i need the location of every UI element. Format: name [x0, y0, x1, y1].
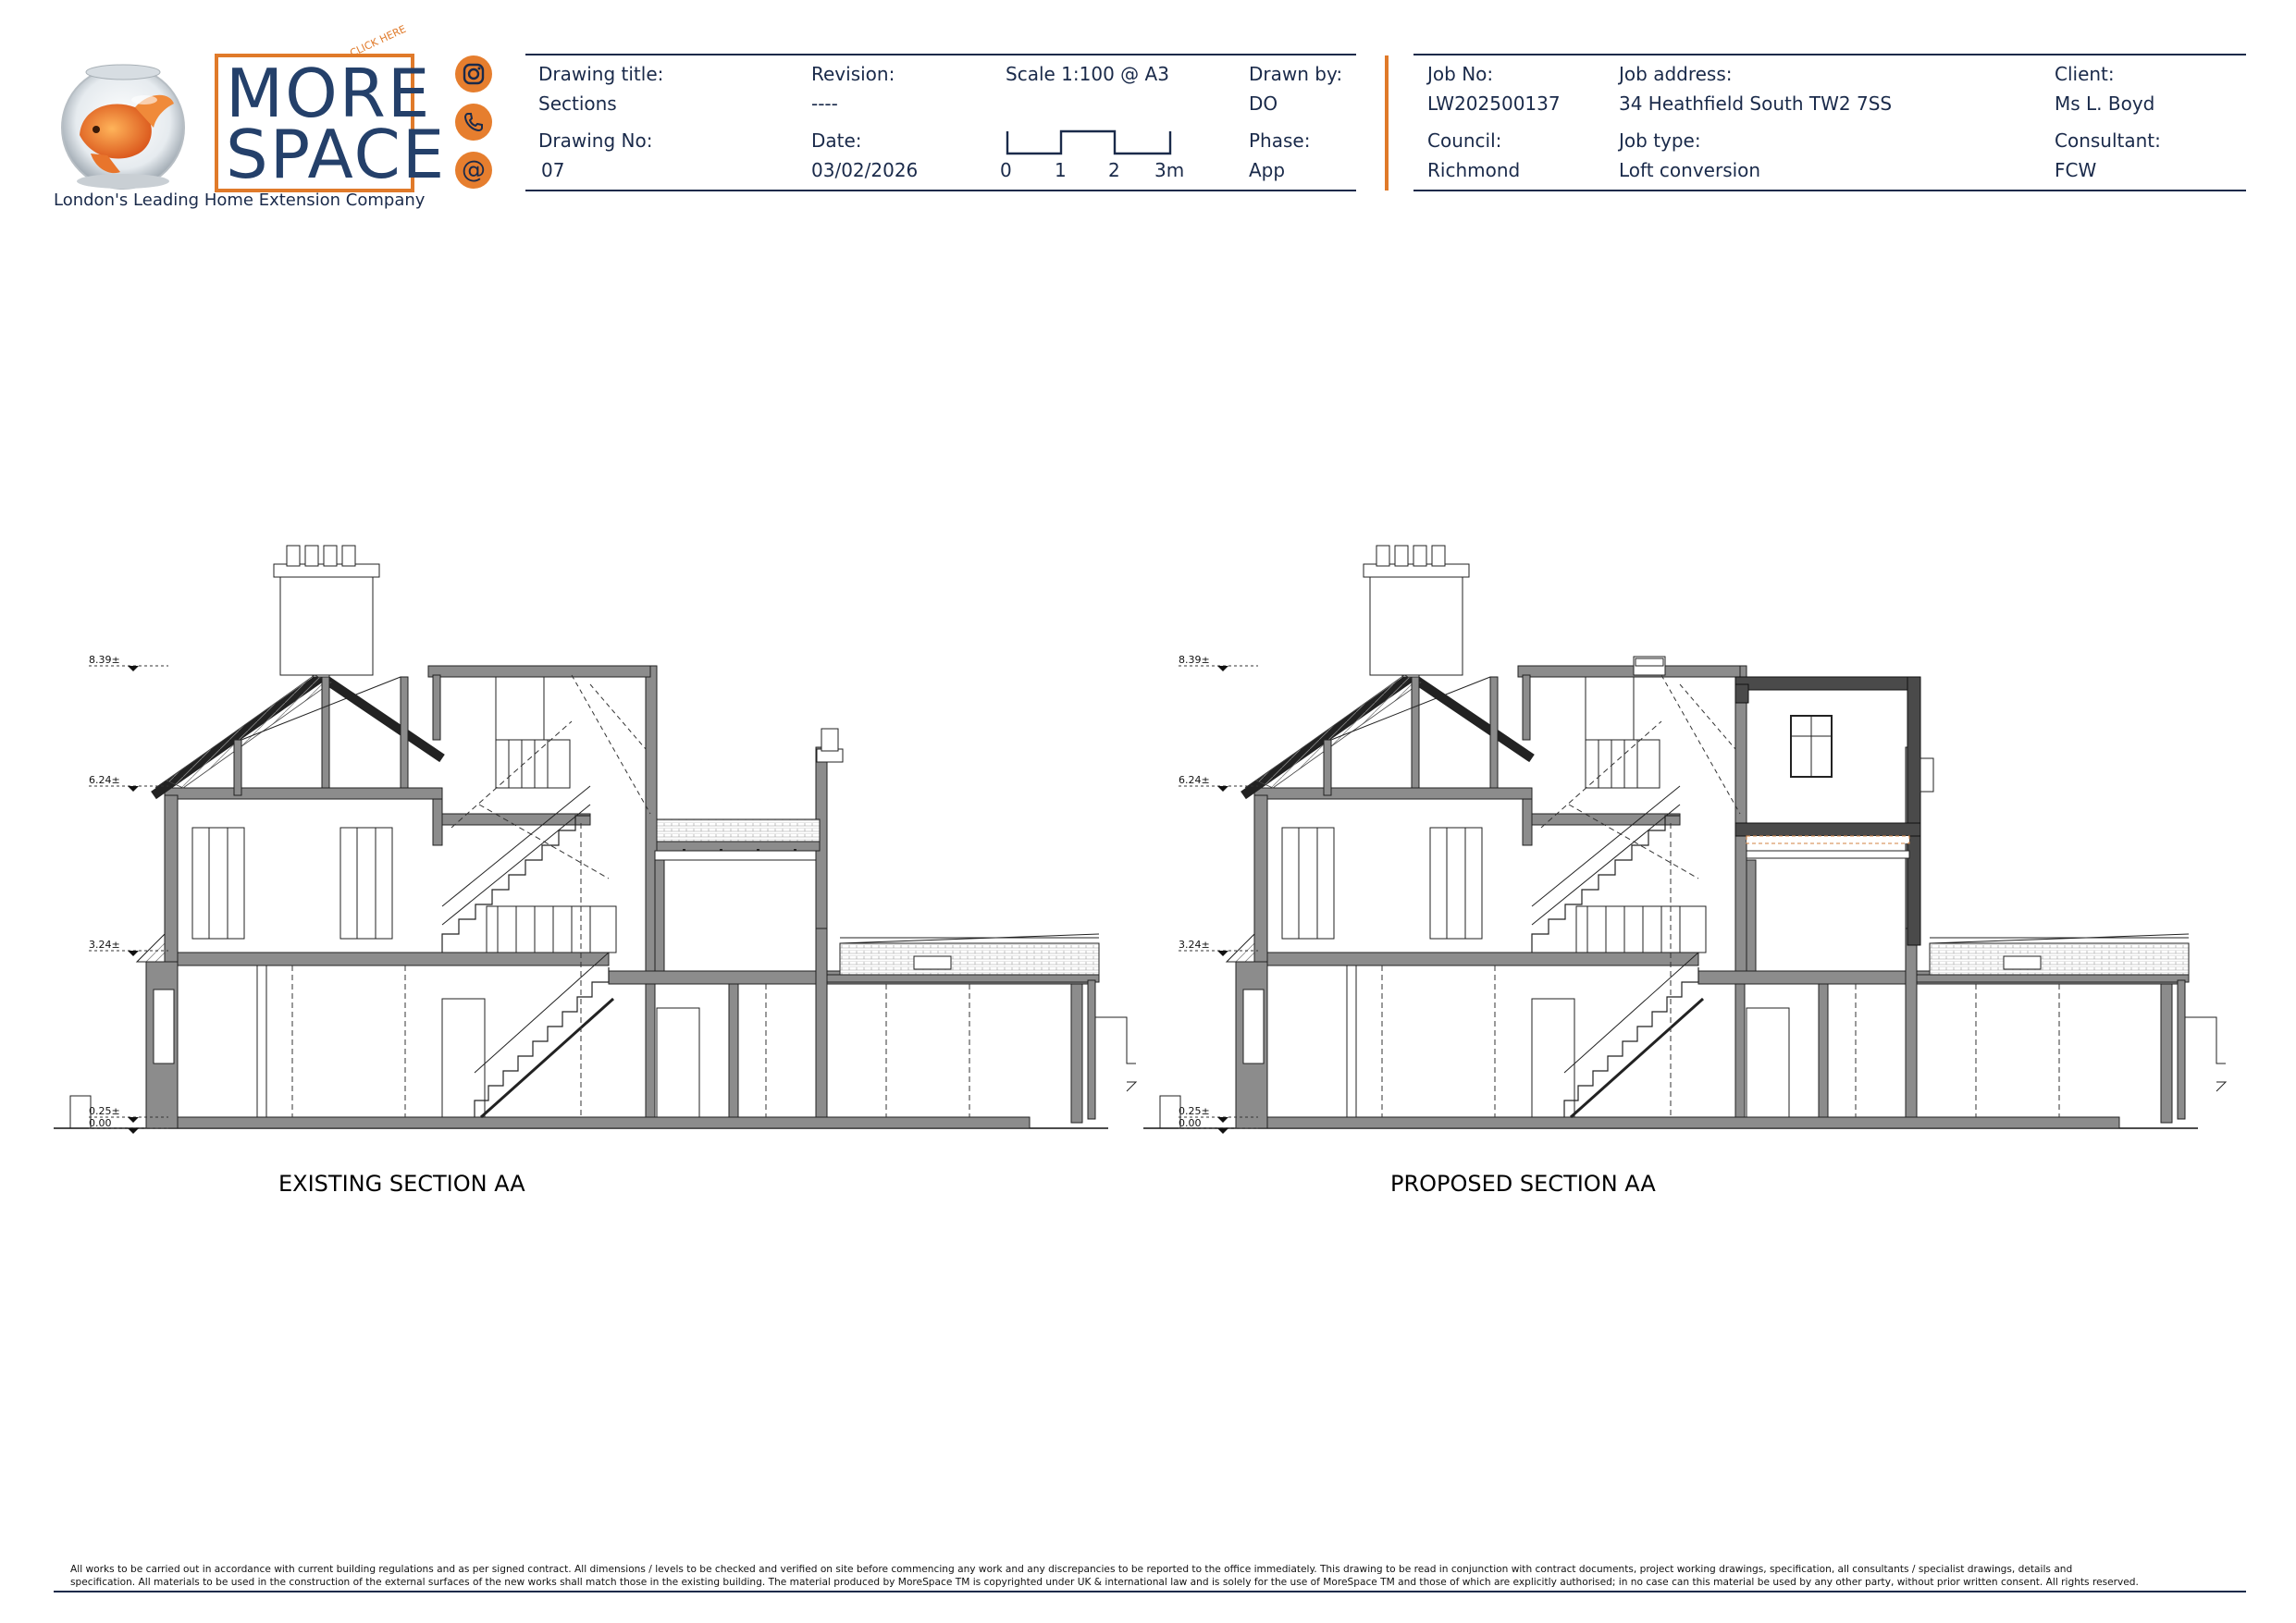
phone-icon[interactable]: [455, 104, 492, 141]
legal-disclaimer: [70, 1563, 2235, 1589]
disclaimer-line-1: All works to be carried out in accordance with current building regulations and as per signed contract. All dimensions / levels to be checked and verified on site before commencing any work and any discrepancies to be reported to the office immediately. This drawing to be read in conjunction with contract documents, project working drawings, specification, all consultants / specialist drawings, details and: [70, 1564, 2073, 1575]
footer-rule: [54, 1591, 2246, 1592]
drawing-no-value: 07: [541, 159, 565, 181]
existing-section-drawing: [54, 546, 1136, 1134]
sections-drawing-area: [0, 518, 2296, 1165]
council-label: Council:: [1427, 129, 1502, 152]
phase-label: Phase:: [1249, 129, 1311, 152]
proposed-section-drawing: [1143, 546, 2226, 1134]
scale-tick-2: 2: [1108, 159, 1120, 181]
existing-level-label: 0.25±: [89, 1105, 120, 1117]
goldfish-bowl-logo: [54, 54, 192, 192]
logo-word-more: MORE: [226, 55, 432, 132]
title-block-divider: [1385, 55, 1389, 191]
council-value: Richmond: [1427, 159, 1521, 181]
scale-bar: [1004, 128, 1179, 159]
proposed-section-caption: PROPOSED SECTION AA: [1390, 1171, 1656, 1197]
scale-tick-3m: 3m: [1154, 159, 1185, 181]
job-address-label: Job address:: [1619, 63, 1733, 85]
disclaimer-line-2: specification. All materials to be used in the construction of the external surfaces of the new works shall match those in the existing building. The material produced by MoreSpace TM is copyrighted under UK & international law and is solely for the use of MoreSpace TM and those of which are explicitly authorised; in no case can this material be used by any other party, without prior written consent. All rights reserved.: [70, 1577, 2139, 1588]
logo-wordmark[interactable]: [215, 22, 447, 193]
existing-level-label: 3.24±: [89, 939, 120, 951]
scale-tick-1: 1: [1055, 159, 1067, 181]
existing-level-label: 6.24±: [89, 774, 120, 786]
job-no-value: LW202500137: [1427, 92, 1561, 115]
job-block-bottom-rule: [1413, 190, 2246, 191]
proposed-level-label: 8.39±: [1179, 654, 1210, 666]
existing-level-label: 8.39±: [89, 654, 120, 666]
job-type-label: Job type:: [1619, 129, 1701, 152]
drawing-title-value: Sections: [538, 92, 617, 115]
phase-value: App: [1249, 159, 1286, 181]
click-here-label[interactable]: CLICK HERE: [348, 22, 408, 60]
proposed-level-label: 6.24±: [1179, 774, 1210, 786]
proposed-level-label: 0.00: [1179, 1117, 1202, 1129]
email-icon[interactable]: @: [455, 152, 492, 189]
drawn-by-value: DO: [1249, 92, 1278, 115]
consultant-label: Consultant:: [2055, 129, 2161, 152]
job-address-value: 34 Heathfield South TW2 7SS: [1619, 92, 1893, 115]
proposed-level-label: 3.24±: [1179, 939, 1210, 951]
consultant-value: FCW: [2055, 159, 2097, 181]
logo-word-space: SPACE: [226, 116, 447, 193]
revision-value: ----: [811, 92, 838, 115]
scale-label: Scale 1:100 @ A3: [1006, 63, 1169, 85]
date-value: 03/02/2026: [811, 159, 919, 181]
revision-label: Revision:: [811, 63, 895, 85]
drawing-title-label: Drawing title:: [538, 63, 664, 85]
existing-level-label: 0.00: [89, 1117, 112, 1129]
existing-section-caption: EXISTING SECTION AA: [278, 1171, 525, 1197]
proposed-level-label: 0.25±: [1179, 1105, 1210, 1117]
client-label: Client:: [2055, 63, 2115, 85]
scale-tick-0: 0: [1000, 159, 1012, 181]
job-no-label: Job No:: [1427, 63, 1494, 85]
date-label: Date:: [811, 129, 862, 152]
company-tagline: London's Leading Home Extension Company: [54, 191, 426, 210]
job-block-top-rule: [1413, 54, 2246, 55]
title-block-top-rule: [525, 54, 1356, 55]
job-type-value: Loft conversion: [1619, 159, 1761, 181]
client-value: Ms L. Boyd: [2055, 92, 2155, 115]
instagram-icon[interactable]: [455, 55, 492, 92]
title-block-bottom-rule: [525, 190, 1356, 191]
drawn-by-label: Drawn by:: [1249, 63, 1343, 85]
drawing-no-label: Drawing No:: [538, 129, 653, 152]
